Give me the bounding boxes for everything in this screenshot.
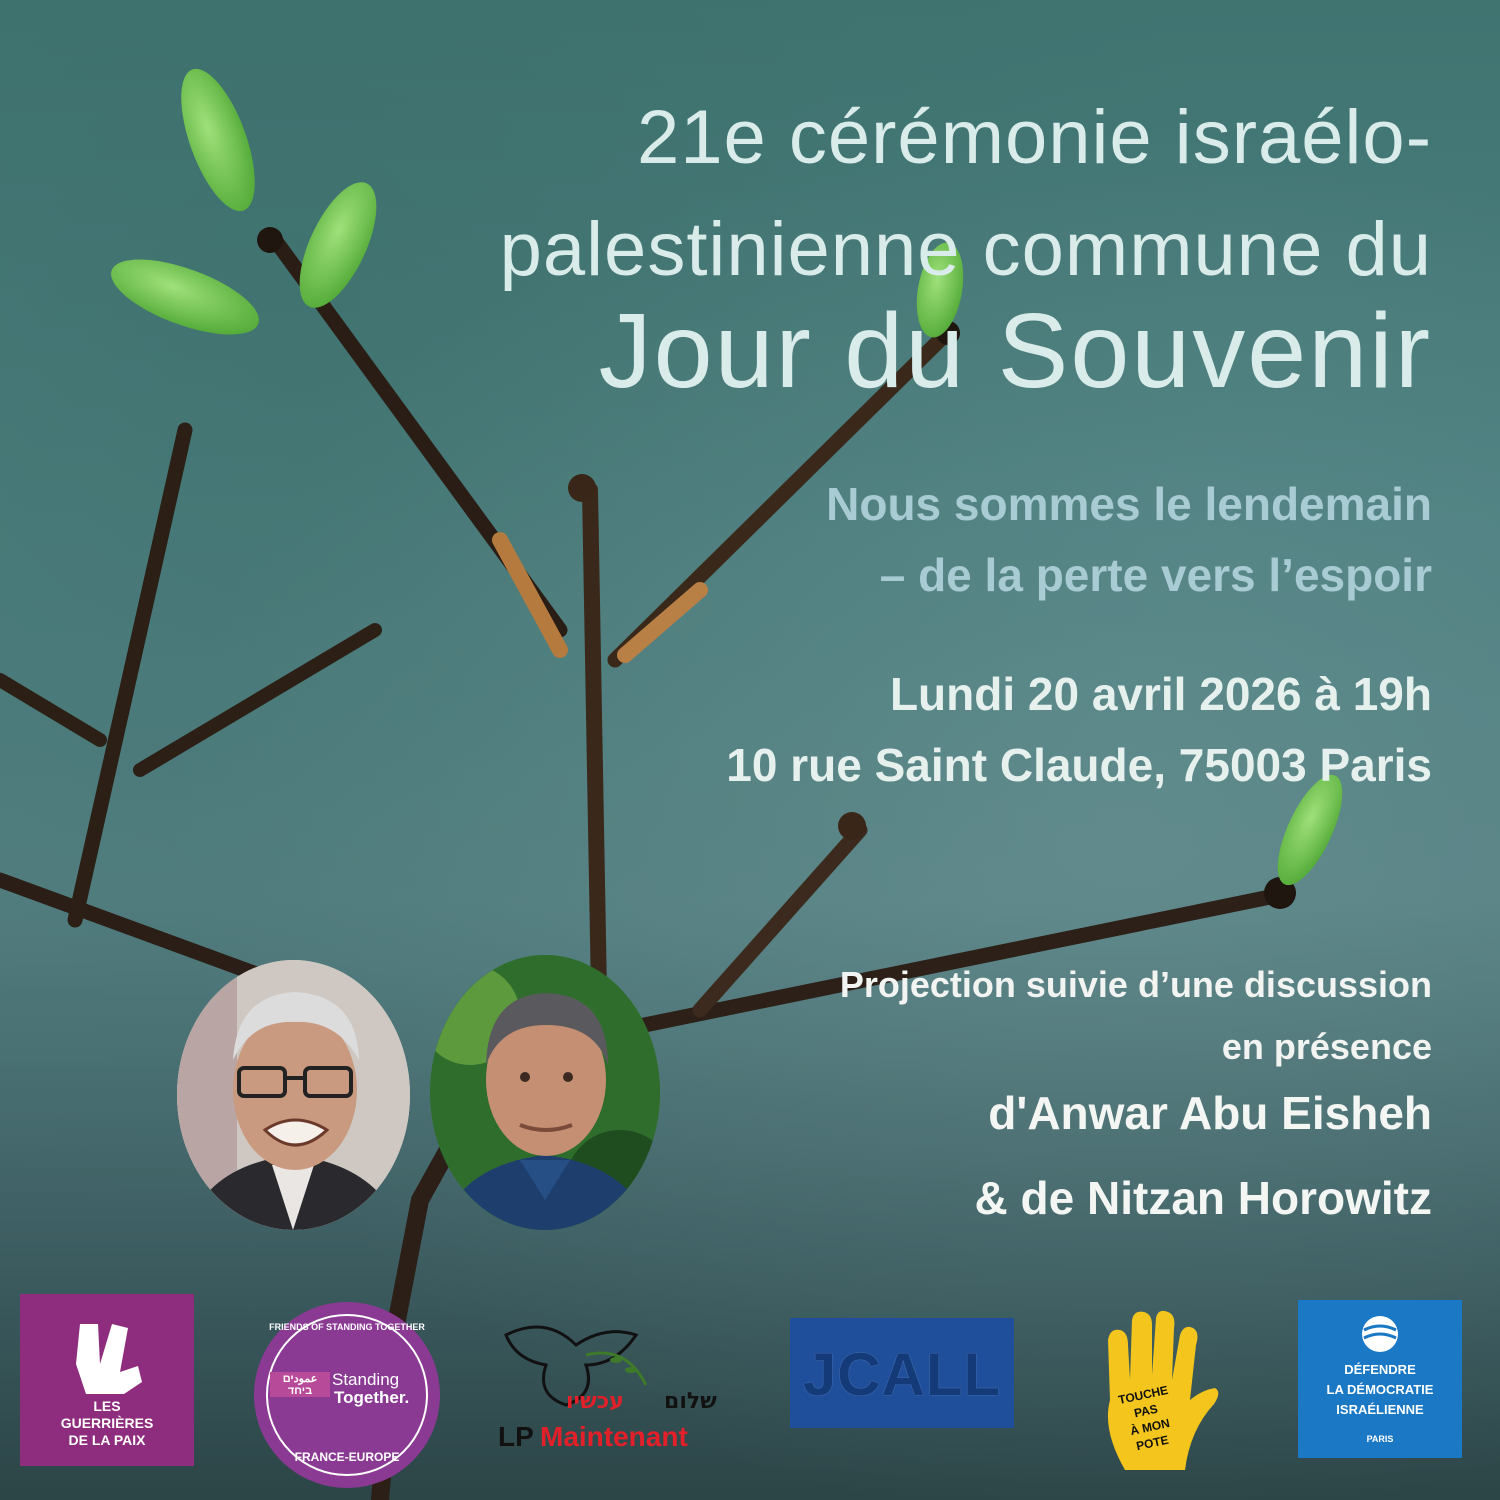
touche-line4: POTE xyxy=(1134,1432,1170,1454)
portrait-anwar-abu-eisheh xyxy=(177,960,410,1230)
standing-en1: Standing xyxy=(332,1370,400,1389)
standing-bottom-text: FRANCE-EUROPE xyxy=(294,1450,400,1464)
logo-jcall xyxy=(790,1318,1014,1428)
subtitle-line-2: – de la perte vers l’espoir xyxy=(879,549,1432,601)
guest-line-1: d'Anwar Abu Eisheh xyxy=(988,1087,1432,1139)
peace-hand-icon xyxy=(76,1324,142,1394)
maintenant-label: Maintenant xyxy=(540,1421,688,1452)
event-address: 10 rue Saint Claude, 75003 Paris xyxy=(726,739,1432,791)
jcall-text: JCALL xyxy=(802,1341,1002,1408)
guerrieres-line2: GUERRIÈRES xyxy=(60,1415,154,1431)
guerrieres-line1: LES xyxy=(93,1398,121,1414)
defendre-line2: LA DÉMOCRATIE xyxy=(1326,1382,1434,1397)
projection-line-1: Projection suivie d’une discussion xyxy=(839,964,1432,1005)
standing-hebrew: عمودים ביחד xyxy=(270,1372,330,1397)
standing-top-text: FRIENDS OF STANDING TOGETHER xyxy=(269,1322,425,1332)
logo-friends-of-standing-together xyxy=(254,1302,440,1488)
leaf xyxy=(102,244,268,350)
title-line-1: 21e cérémonie israélo- xyxy=(636,95,1432,180)
guest-line-2: & de Nitzan Horowitz xyxy=(974,1172,1432,1224)
lp-hebrew2: עכשיו xyxy=(566,1389,624,1414)
logo-touche-pas-a-mon-pote xyxy=(1090,1310,1220,1475)
logo-lp-maintenant xyxy=(486,1305,748,1455)
subtitle-line-1: Nous sommes le lendemain xyxy=(826,478,1432,530)
standing-en2: Together. xyxy=(334,1388,410,1407)
leaf xyxy=(284,172,392,319)
portrait-nitzan-horowitz xyxy=(430,955,660,1230)
title-line-2: palestinienne commune du xyxy=(499,207,1432,292)
logo-defendre-la-democratie-israelienne xyxy=(1298,1300,1462,1458)
projection-line-2: en présence xyxy=(1221,1026,1432,1067)
lp-label: LP xyxy=(498,1421,534,1452)
defendre-line4: PARIS xyxy=(1366,1434,1394,1444)
title-line-3: Jour du Souvenir xyxy=(598,292,1432,410)
event-date: Lundi 20 avril 2026 à 19h xyxy=(889,668,1432,720)
touche-line2: PAS xyxy=(1132,1401,1159,1421)
lp-hebrew1: שלום xyxy=(664,1389,717,1414)
leaf xyxy=(166,60,270,220)
defendre-line1: DÉFENDRE xyxy=(1344,1362,1416,1377)
logo-les-guerrieres-de-la-paix xyxy=(20,1294,194,1466)
touche-line3: À MON xyxy=(1128,1415,1172,1439)
defendre-line3: ISRAÉLIENNE xyxy=(1336,1402,1424,1417)
touche-line1: TOUCHE xyxy=(1117,1382,1170,1408)
guerrieres-line3: DE LA PAIX xyxy=(68,1432,146,1448)
